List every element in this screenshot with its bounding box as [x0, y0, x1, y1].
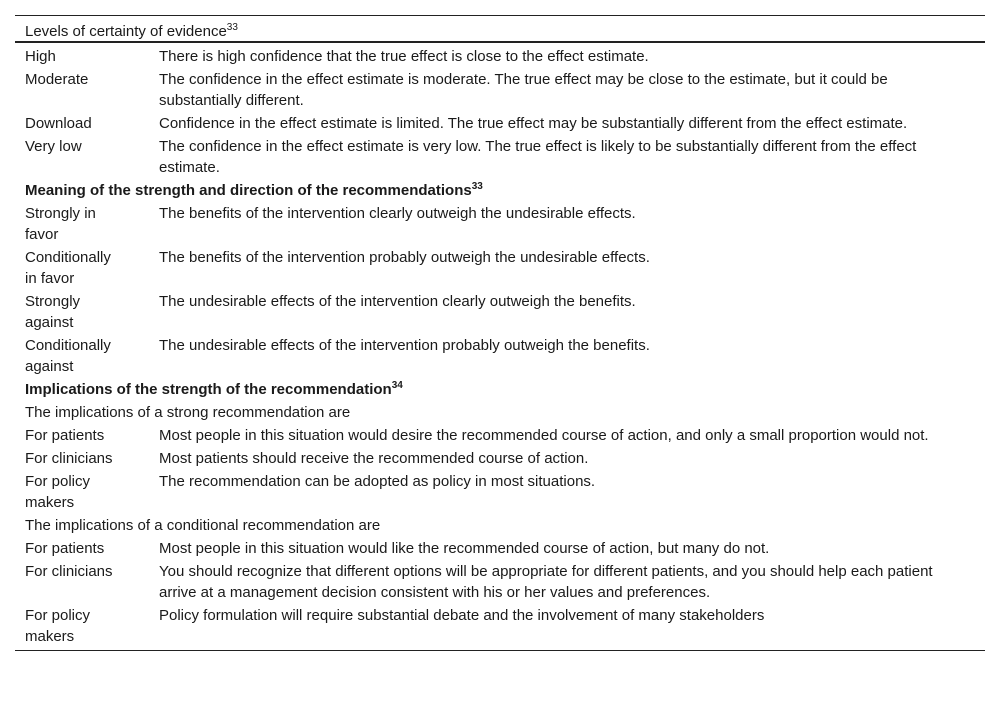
row-term: Moderate — [25, 71, 89, 88]
row-term: Conditionally in favor — [25, 249, 111, 287]
row-term: For policy makers — [25, 607, 91, 645]
table-row — [15, 334, 985, 378]
row-term: For patients — [25, 427, 105, 444]
row-definition: Policy formulation will require substantial debate and the involvement of many stakeholders — [159, 607, 765, 624]
evidence-table — [15, 15, 985, 651]
section-heading-strength — [15, 179, 985, 202]
row-definition: Most patients should receive the recommended course of action. — [159, 450, 589, 467]
row-term: For policy makers — [25, 473, 91, 511]
table-row — [15, 560, 985, 604]
table-row — [15, 45, 985, 68]
table-row — [15, 112, 985, 135]
row-definition: The confidence in the effect estimate is moderate. The true effect may be close to the estimate, but it could be substantially different. — [159, 71, 888, 109]
table-header — [15, 16, 985, 43]
row-term: Strongly in favor — [25, 205, 96, 243]
section-ref: 33 — [471, 181, 483, 192]
table-row — [15, 246, 985, 290]
row-definition: The recommendation can be adopted as policy in most situations. — [159, 473, 596, 490]
table-row — [15, 470, 985, 514]
row-term: For patients — [25, 540, 105, 557]
section-title: Meaning of the strength and direction of the recommendations — [25, 182, 472, 199]
section-heading-implications — [15, 378, 985, 401]
table-row — [15, 424, 985, 447]
section-title: Implications of the strength of the recommendation — [25, 381, 392, 398]
row-term: Strongly against — [25, 293, 81, 331]
row-definition: Most people in this situation would like the recommended course of action, but many do not. — [159, 540, 770, 557]
table-row — [15, 202, 985, 246]
row-definition: There is high confidence that the true effect is close to the effect estimate. — [159, 48, 649, 65]
table-row — [15, 537, 985, 560]
table-row — [15, 68, 985, 112]
conditional-intro: The implications of a conditional recommendation are — [25, 517, 381, 534]
row-term: For clinicians — [25, 450, 113, 467]
row-definition: You should recognize that different options will be appropriate for different patients, and you should help each patient arrive at a management decision consistent with his or her values and preferences. — [159, 563, 933, 601]
row-definition: The benefits of the intervention probably outweigh the undesirable effects. — [159, 249, 650, 266]
row-definition: The benefits of the intervention clearly outweigh the undesirable effects. — [159, 205, 636, 222]
row-term: Conditionally against — [25, 337, 111, 375]
row-definition: Confidence in the effect estimate is limited. The true effect may be substantially different from the effect estimate. — [159, 115, 908, 132]
table-header-title: Levels of certainty of evidence — [25, 23, 227, 40]
row-definition: Most people in this situation would desire the recommended course of action, and only a small proportion would not. — [159, 427, 929, 444]
row-term: For clinicians — [25, 563, 113, 580]
strong-intro: The implications of a strong recommendation are — [25, 404, 351, 421]
section-ref: 34 — [391, 380, 403, 391]
table-body — [15, 43, 985, 650]
table-row — [15, 135, 985, 179]
row-definition: The undesirable effects of the intervention clearly outweigh the benefits. — [159, 293, 636, 310]
table-row — [15, 290, 985, 334]
row-definition: The undesirable effects of the intervention probably outweigh the benefits. — [159, 337, 650, 354]
table-header-ref: 33 — [226, 22, 238, 33]
row-term: High — [25, 48, 56, 65]
table-row — [15, 447, 985, 470]
table-row — [15, 604, 985, 648]
row-term: Download — [25, 115, 92, 132]
row-term: Very low — [25, 138, 82, 155]
row-definition: The confidence in the effect estimate is very low. The true effect is likely to be substantially different from the effect estimate. — [159, 138, 917, 176]
